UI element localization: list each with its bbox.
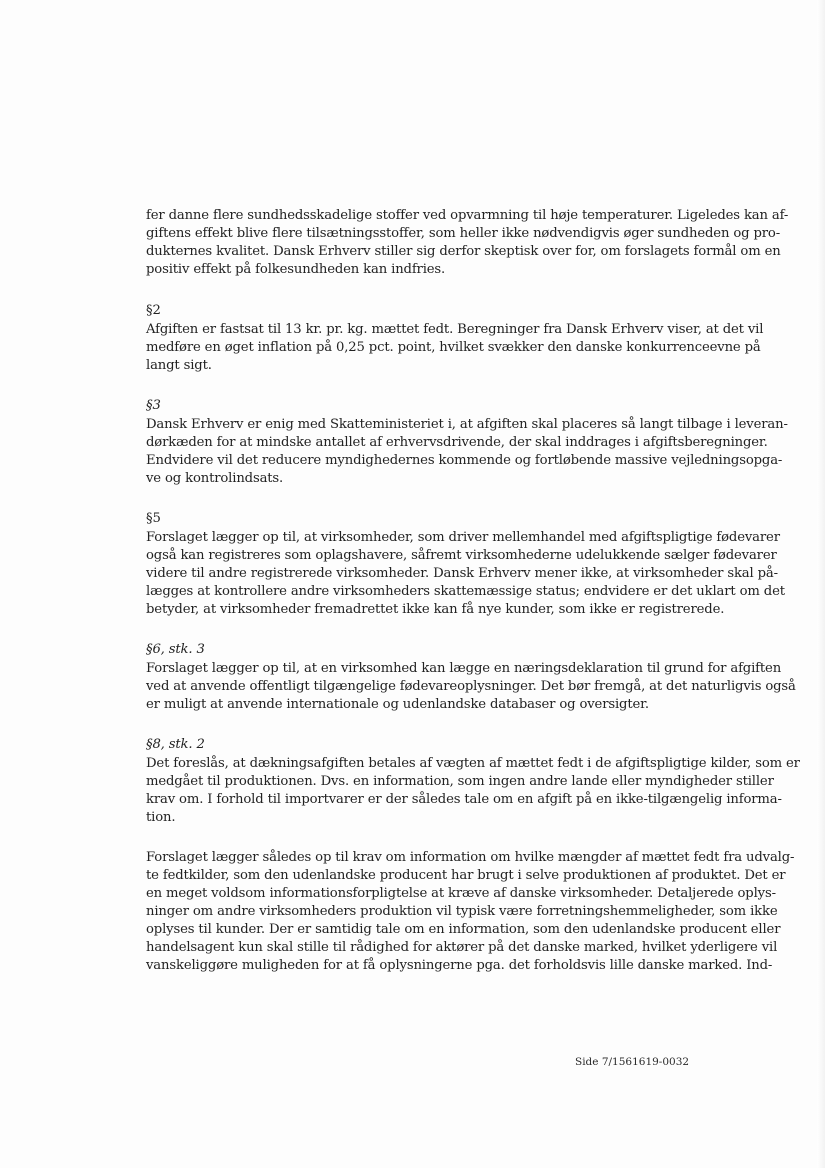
text-line: er muligt at anvende internationale og udenlandske databaser og oversigter. <box>146 697 649 712</box>
text-line: medgået til produktionen. Dvs. en information, som ingen andre lande eller myndigheder stiller <box>146 774 774 789</box>
text-line: te fedtkilder, som den udenlandske producent har brugt i selve produktionen af produktet. Det er <box>146 868 786 883</box>
page-number-footer: Side 7/1561619-0032 <box>575 1056 690 1068</box>
text-line: lægges at kontrollere andre virksomheders skattemæssige status; endvidere er det uklart om det <box>146 584 785 599</box>
text-line: Forslaget lægger således op til krav om information om hvilke mængder af mættet fedt fra udvalg- <box>146 850 795 865</box>
text-line: Forslaget lægger op til, at virksomheder, som driver mellemhandel med afgiftspligtige fødevarer <box>146 530 780 545</box>
section-par2 <box>146 302 764 375</box>
section-par6-stk3 <box>146 641 796 714</box>
section-heading: §2 <box>146 303 161 318</box>
text-line: vanskeliggøre muligheden for at få oplysningerne pga. det forholdsvis lille danske marked. Ind- <box>146 958 773 973</box>
section-par5 <box>146 510 785 619</box>
text-line: ninger om andre virksomheders produktion vil typisk være forretningshemmeligheder, som ikke <box>146 904 778 919</box>
text-line: dukternes kvalitet. Dansk Erhverv stiller sig derfor skeptisk over for, om forslagets formål om en <box>146 244 781 259</box>
text-line: videre til andre registrerede virksomheder. Dansk Erhverv mener ikke, at virksomheder skal på- <box>146 566 778 581</box>
text-line: giftens effekt blive flere tilsætningsstoffer, som heller ikke nødvendigvis øger sundheden og pro- <box>146 226 781 241</box>
text-line: oplyses til kunder. Der er samtidig tale om en information, som den udenlandske producent eller <box>146 922 781 937</box>
text-line: Forslaget lægger op til, at en virksomhed kan lægge en næringsdeklaration til grund for afgiften <box>146 661 782 676</box>
document-body <box>146 207 800 998</box>
text-line: en meget voldsom informationsforpligtelse at kræve af danske virksomheder. Detaljerede oplys- <box>146 886 776 901</box>
text-line: ve og kontrolindsats. <box>146 471 284 486</box>
section-heading: §6, stk. 3 <box>146 642 205 657</box>
section-heading: §5 <box>146 511 161 526</box>
section-par3 <box>146 397 788 488</box>
paragraph-information-requirement <box>146 849 795 975</box>
section-heading: §8, stk. 2 <box>146 737 205 752</box>
text-line: Dansk Erhverv er enig med Skatteministeriet i, at afgiften skal placeres så langt tilbage i leveran- <box>146 417 788 432</box>
text-line: betyder, at virksomheder fremadrettet ikke kan få nye kunder, som ikke er registrerede. <box>146 602 725 617</box>
text-line: tion. <box>146 810 176 825</box>
text-line: medføre en øget inflation på 0,25 pct. point, hvilket svækker den danske konkurrenceevne på <box>146 340 761 355</box>
text-line: ved at anvende offentligt tilgængelige fødevareoplysninger. Det bør fremgå, at det naturligvis også <box>146 679 796 694</box>
scan-edge <box>817 0 825 1168</box>
text-line: langt sigt. <box>146 358 212 373</box>
text-line: Det foreslås, at dækningsafgiften betales af vægten af mættet fedt i de afgiftspligtige kilder, som er <box>146 756 800 771</box>
text-line: krav om. I forhold til importvarer er der således tale om en afgift på en ikke-tilgængelig informa- <box>146 792 782 807</box>
text-line: dørkæden for at mindske antallet af erhvervsdrivende, der skal inddrages i afgiftsberegninger. <box>146 435 768 450</box>
text-line: Afgiften er fastsat til 13 kr. pr. kg. mættet fedt. Beregninger fra Dansk Erhverv viser, at det vil <box>146 322 764 337</box>
text-line: fer danne flere sundhedsskadelige stoffer ved opvarmning til høje temperaturer. Ligeledes kan af- <box>146 208 789 223</box>
text-line: positiv effekt på folkesundheden kan indfries. <box>146 262 446 277</box>
paragraph-intro <box>146 207 789 279</box>
text-line: handelsagent kun skal stille til rådighed for aktører på det danske marked, hvilket yderligere vil <box>146 940 778 955</box>
text-line: også kan registreres som oplagshavere, såfremt virksomhederne udelukkende sælger fødevarer <box>146 548 777 563</box>
section-heading: §3 <box>146 398 161 413</box>
section-par8-stk2 <box>146 736 800 827</box>
text-line: Endvidere vil det reducere myndighedernes kommende og fortløbende massive vejledningsopga- <box>146 453 783 468</box>
